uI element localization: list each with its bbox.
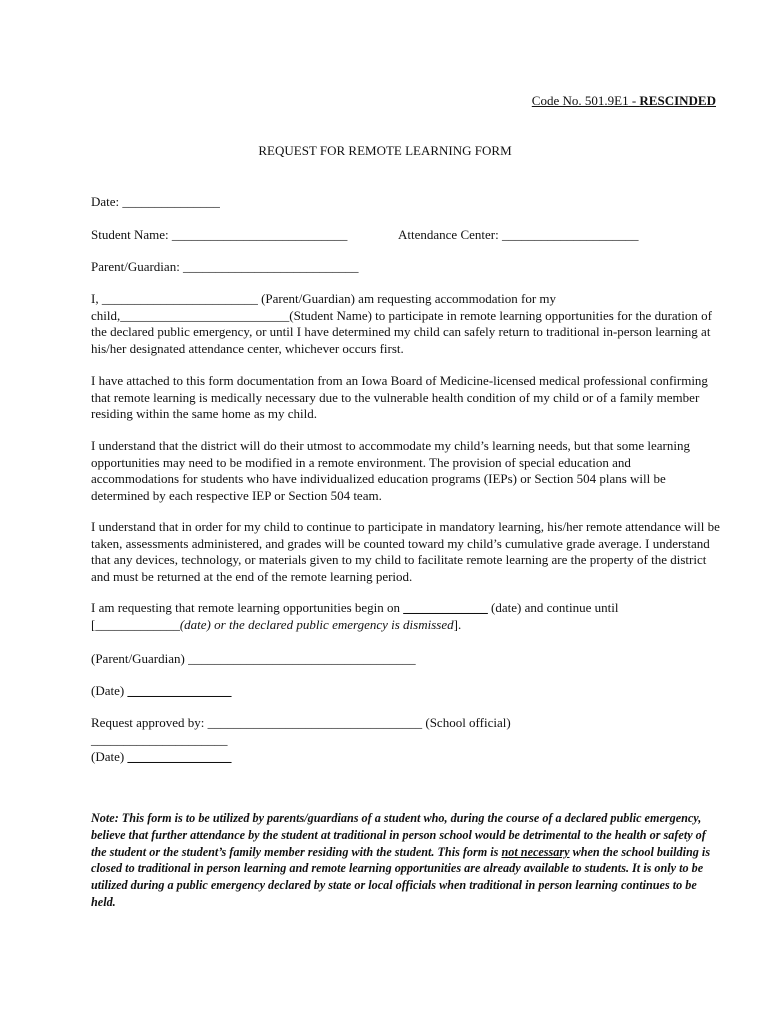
paragraph-dates: [91, 600, 721, 633]
date-signature-line-1: [91, 683, 231, 699]
paragraph-request: I, ________________________ (Parent/Guardian) am requesting accommodation for my child,__________________________(Student Name) to participate in remote learning opportunities for the duration of the declared public emergency, or until I have determined my child can safely return to traditional in-person learning at his/her designated attendance center, whichever occurs first.: [91, 291, 712, 356]
date-label-2: (Date): [91, 749, 128, 764]
date-signature-line-2: [91, 749, 231, 765]
date-blank-2: ________________: [127, 749, 232, 764]
bracket-open: [: [91, 616, 96, 632]
date-blank-1: ________________: [127, 683, 232, 698]
code-separator: -: [628, 93, 640, 108]
paragraph-accommodation: I understand that the district will do their utmost to accommodate my child’s learning needs, but that some learning opportunities may need to be modified in a remote environment. The provision of special education and accommodations for students who have individualized education programs (IEPs) or Section 504 plans will be determined by each respective IEP or Section 504 team.: [91, 438, 690, 503]
begin-date-blank: _____________: [403, 600, 488, 615]
bracket-close: ].: [453, 616, 462, 632]
form-title: REQUEST FOR REMOTE LEARNING FORM: [258, 143, 512, 158]
note-text-1: Note: This form is to be utilized by parents/guardians of a student who, during the course of a declared public emergency, believe that further attendance by the student at traditional in person school would be detrimental to the health or safety of the student or the student’s family member residing with the student. This form is: [91, 811, 706, 859]
parent-guardian-field: Parent/Guardian: ___________________________: [91, 259, 359, 274]
paragraph-attendance: I understand that in order for my child to continue to participate in mandatory learning, his/her remote attendance will be taken, assessments administered, and grades will be counted toward my child’s cumulative grade average. I understand that any devices, technology, or materials given to my child to facilitate remote learning are the property of the district and must be returned at the end of the remote learning period.: [91, 519, 720, 584]
parent-signature-line: (Parent/Guardian) ___________________________________: [91, 651, 416, 666]
code-number: [532, 93, 716, 109]
note-not-necessary: not necessary: [501, 844, 570, 859]
student-name-field: Student Name: ___________________________: [91, 227, 348, 242]
date-label-1: (Date): [91, 683, 128, 698]
extra-signature-line: _____________________: [91, 732, 228, 747]
date-field: Date: _______________: [91, 194, 220, 209]
approval-line: Request approved by: _________________________________ (School official): [91, 715, 511, 730]
rescinded-status: RESCINDED: [639, 93, 716, 108]
attendance-center-field: Attendance Center: _____________________: [398, 227, 639, 242]
footnote: [91, 810, 713, 911]
paragraph-documentation: I have attached to this form documentation from an Iowa Board of Medicine-licensed medical professional confirming that remote learning is medically necessary due to the vulnerable health condition of my child or of a family member residing within the same home as my child.: [91, 373, 708, 422]
end-date-clause: _____________(date) or the declared public emergency is dismissed: [95, 616, 454, 632]
dates-text-start: I am requesting that remote learning opportunities begin on: [91, 600, 404, 615]
code-label: Code No. 501.9E1: [531, 93, 629, 108]
note-text-2: when the school building is closed to traditional in person learning and remote learning opportunities are already available to students. It is only to be utilized during a public emergency declared by state or local officials when traditional in person learning continues to be held.: [91, 844, 711, 909]
dates-text-end: (date) and continue until: [487, 600, 619, 615]
